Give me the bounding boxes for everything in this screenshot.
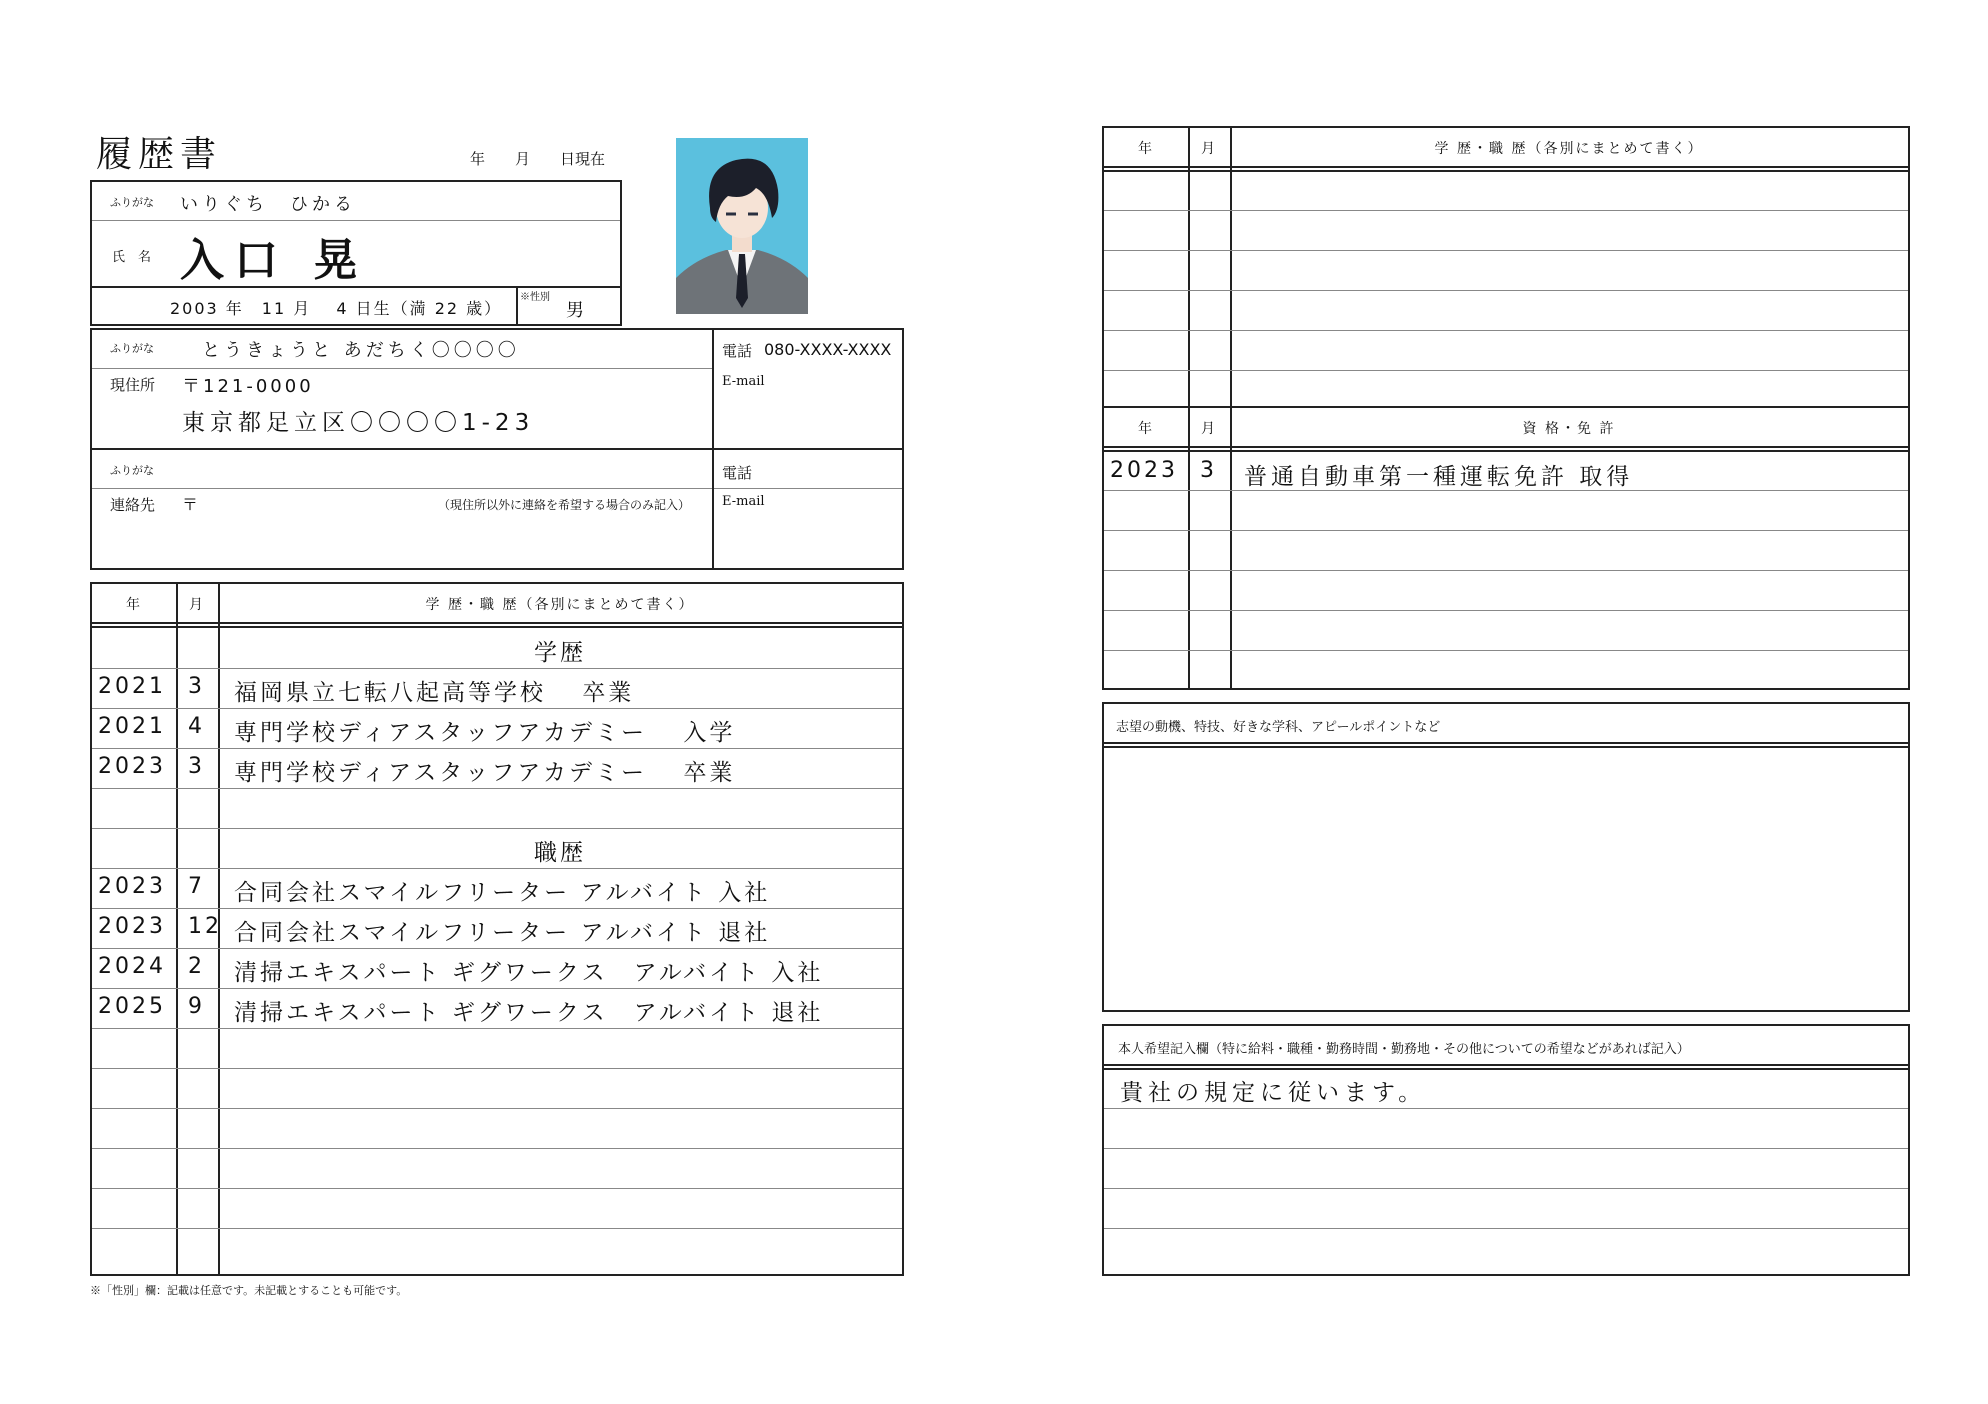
license-table <box>1102 406 1910 690</box>
history-year[interactable]: 2021 <box>98 674 166 699</box>
history-desc[interactable]: 合同会社スマイルフリーター アルバイト 入社 <box>234 880 771 906</box>
contact-email-label: E-mail <box>722 494 765 509</box>
address-furigana-label: ふりがな <box>110 342 154 355</box>
history-section-heading[interactable]: 学歴 <box>534 640 586 666</box>
history-desc[interactable]: 専門学校ディアスタッフアカデミー 入学 <box>234 720 736 746</box>
history-left-col-year: 年 <box>126 597 142 613</box>
history-desc[interactable]: 福岡県立七転八起高等学校 卒業 <box>234 680 635 706</box>
motivation-label: 志望の動機、特技、好きな学科、アピールポイントなど <box>1116 720 1441 735</box>
request-text[interactable]: 貴社の規定に従います。 <box>1120 1080 1427 1106</box>
history-right-col-month: 月 <box>1201 141 1217 157</box>
address-postal[interactable]: 〒121-0000 <box>182 376 314 397</box>
license-month[interactable]: 3 <box>1200 458 1217 483</box>
history-right-col-year: 年 <box>1138 141 1154 157</box>
license-desc[interactable]: 普通自動車第一種運転免許 取得 <box>1244 464 1634 490</box>
gender-label: ※性別 <box>520 292 550 303</box>
contact-note: （現住所以外に連絡を希望する場合のみ記入） <box>438 498 691 512</box>
request-label: 本人希望記入欄（特に給料・職種・勤務時間・勤務地・その他についての希望などがあれば記入） <box>1118 1042 1690 1057</box>
history-right-col-desc: 学 歴・職 歴（各別にまとめて書く） <box>1434 141 1704 157</box>
request-box <box>1102 1024 1910 1276</box>
history-month[interactable]: 12 <box>188 914 222 939</box>
history-year[interactable]: 2023 <box>98 914 166 939</box>
address-furigana-value[interactable]: とうきょうと あだちく〇〇〇〇 <box>202 340 520 361</box>
history-table-right <box>1102 126 1910 408</box>
motivation-field[interactable] <box>1104 748 1908 1010</box>
date-label: 年 月 日現在 <box>470 150 606 168</box>
contact-furigana-label: ふりがな <box>110 464 154 477</box>
history-month[interactable]: 3 <box>188 754 205 779</box>
name-box <box>90 180 622 288</box>
license-year[interactable]: 2023 <box>1110 458 1178 483</box>
history-left-col-desc: 学 歴・職 歴（各別にまとめて書く） <box>425 597 695 613</box>
name-label: 氏 名 <box>112 250 152 265</box>
address-phone-value[interactable]: 080-XXXX-XXXX <box>764 340 892 359</box>
address-box <box>90 328 904 450</box>
history-year[interactable]: 2025 <box>98 994 166 1019</box>
history-year[interactable]: 2021 <box>98 714 166 739</box>
gender-value[interactable]: 男 <box>566 300 584 321</box>
name-furigana-label: ふりがな <box>110 196 154 209</box>
history-year[interactable]: 2023 <box>98 754 166 779</box>
license-col-month: 月 <box>1201 421 1217 437</box>
contact-postal[interactable]: 〒 <box>182 495 199 514</box>
motivation-box <box>1102 702 1910 1012</box>
page-title: 履歴書 <box>96 134 223 175</box>
history-year[interactable]: 2024 <box>98 954 166 979</box>
photo <box>676 138 808 314</box>
contact-phone-label: 電話 <box>722 464 753 482</box>
address-phone-label: 電話 <box>722 342 753 360</box>
history-left-col-month: 月 <box>189 597 205 613</box>
birth-text[interactable]: 2003 年 11 月 4 日生（満 22 歳） <box>170 299 503 318</box>
address-email-label: E-mail <box>722 374 765 389</box>
name-furigana-value[interactable]: いりぐち ひかる <box>180 194 356 215</box>
history-desc[interactable]: 専門学校ディアスタッフアカデミー 卒業 <box>234 760 736 786</box>
address-value[interactable]: 東京都足立区〇〇〇〇1-23 <box>182 410 535 436</box>
history-section-heading[interactable]: 職歴 <box>534 840 586 866</box>
license-col-year: 年 <box>1138 421 1154 437</box>
history-month[interactable]: 3 <box>188 674 205 699</box>
address-label: 現住所 <box>110 376 156 394</box>
contact-label: 連絡先 <box>110 496 156 514</box>
history-desc[interactable]: 合同会社スマイルフリーター アルバイト 退社 <box>234 920 771 946</box>
footnote: ※「性別」欄：記載は任意です。未記載とすることも可能です。 <box>90 1284 408 1297</box>
history-year[interactable]: 2023 <box>98 874 166 899</box>
name-value[interactable]: 入口 晃 <box>180 235 368 286</box>
history-month[interactable]: 9 <box>188 994 205 1019</box>
history-table-left <box>90 582 904 1276</box>
history-month[interactable]: 2 <box>188 954 205 979</box>
license-col-desc: 資 格・免 許 <box>1522 421 1616 437</box>
history-month[interactable]: 4 <box>188 714 205 739</box>
history-month[interactable]: 7 <box>188 874 205 899</box>
history-desc[interactable]: 清掃エキスパート ギグワークス アルバイト 入社 <box>234 960 824 986</box>
history-desc[interactable]: 清掃エキスパート ギグワークス アルバイト 退社 <box>234 1000 824 1026</box>
contact-box <box>90 448 904 570</box>
birth-box <box>90 286 622 326</box>
